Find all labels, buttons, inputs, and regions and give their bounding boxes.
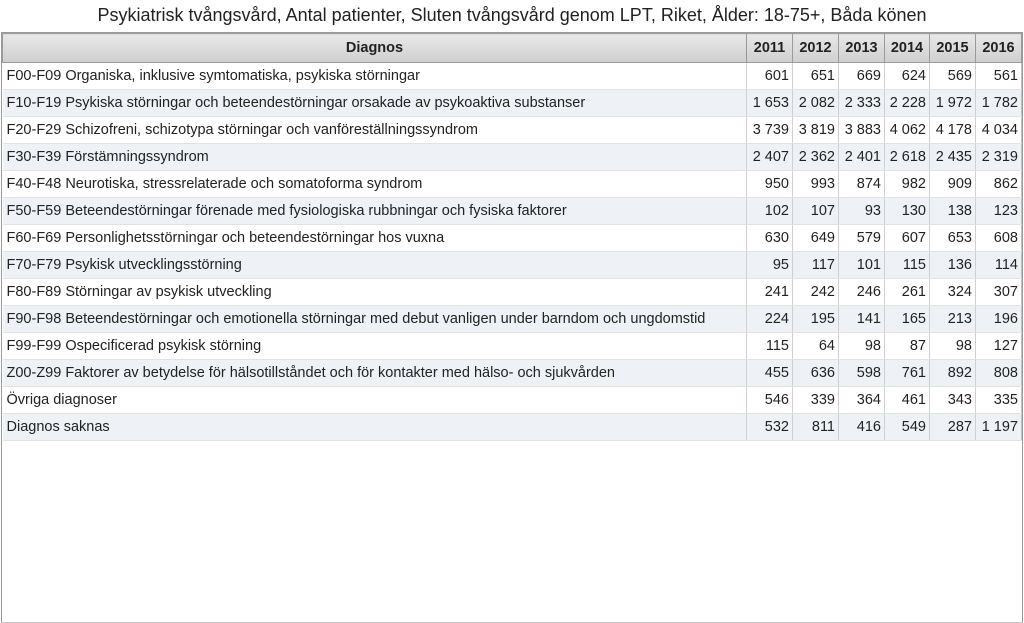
page-title: Psykiatrisk tvångsvård, Antal patienter, Sluten tvångsvård genom LPT, Riket, Ålder: 18-75+, Båda könen bbox=[97, 5, 927, 25]
value-cell: 117 bbox=[793, 252, 839, 279]
value-cell: 364 bbox=[839, 387, 885, 414]
value-cell: 909 bbox=[930, 171, 976, 198]
value-cell: 993 bbox=[793, 171, 839, 198]
table-body bbox=[3, 63, 1022, 441]
value-cell: 95 bbox=[747, 252, 793, 279]
table-row[interactable] bbox=[3, 144, 1022, 171]
value-cell: 532 bbox=[747, 414, 793, 441]
value-cell: 287 bbox=[930, 414, 976, 441]
value-cell: 561 bbox=[976, 63, 1022, 90]
table-header-row bbox=[3, 34, 1022, 63]
value-cell: 115 bbox=[747, 333, 793, 360]
value-cell: 241 bbox=[747, 279, 793, 306]
value-cell: 196 bbox=[976, 306, 1022, 333]
table-row[interactable] bbox=[3, 63, 1022, 90]
value-cell: 115 bbox=[885, 252, 930, 279]
value-cell: 455 bbox=[747, 360, 793, 387]
value-cell: 461 bbox=[885, 387, 930, 414]
table-row[interactable] bbox=[3, 333, 1022, 360]
diagnosis-label: F60-F69 Personlighetsstörningar och beteendestörningar hos vuxna bbox=[3, 225, 747, 252]
value-cell: 1 972 bbox=[930, 90, 976, 117]
value-cell: 261 bbox=[885, 279, 930, 306]
column-header-year[interactable]: 2015 bbox=[930, 34, 976, 63]
value-cell: 579 bbox=[839, 225, 885, 252]
value-cell: 608 bbox=[976, 225, 1022, 252]
value-cell: 607 bbox=[885, 225, 930, 252]
value-cell: 343 bbox=[930, 387, 976, 414]
value-cell: 130 bbox=[885, 198, 930, 225]
diagnosis-label: F99-F99 Ospecificerad psykisk störning bbox=[3, 333, 747, 360]
value-cell: 2 362 bbox=[793, 144, 839, 171]
table-row[interactable] bbox=[3, 252, 1022, 279]
value-cell: 2 407 bbox=[747, 144, 793, 171]
value-cell: 213 bbox=[930, 306, 976, 333]
value-cell: 601 bbox=[747, 63, 793, 90]
value-cell: 136 bbox=[930, 252, 976, 279]
table-row[interactable] bbox=[3, 225, 1022, 252]
value-cell: 546 bbox=[747, 387, 793, 414]
value-cell: 3 819 bbox=[793, 117, 839, 144]
value-cell: 982 bbox=[885, 171, 930, 198]
table-row[interactable] bbox=[3, 414, 1022, 441]
value-cell: 141 bbox=[839, 306, 885, 333]
column-header-year[interactable]: 2012 bbox=[793, 34, 839, 63]
diagnosis-label: F10-F19 Psykiska störningar och beteendestörningar orsakade av psykoaktiva substanser bbox=[3, 90, 747, 117]
data-table-frame bbox=[1, 32, 1023, 623]
value-cell: 107 bbox=[793, 198, 839, 225]
column-header-year[interactable]: 2013 bbox=[839, 34, 885, 63]
diagnosis-label: Z00-Z99 Faktorer av betydelse för hälsotillståndet och för kontakter med hälso- och sjukvården bbox=[3, 360, 747, 387]
value-cell: 102 bbox=[747, 198, 793, 225]
table-row[interactable] bbox=[3, 306, 1022, 333]
value-cell: 2 082 bbox=[793, 90, 839, 117]
diagnosis-label: F50-F59 Beteendestörningar förenade med fysiologiska rubbningar och fysiska faktorer bbox=[3, 198, 747, 225]
value-cell: 4 034 bbox=[976, 117, 1022, 144]
value-cell: 2 618 bbox=[885, 144, 930, 171]
diagnosis-label: F80-F89 Störningar av psykisk utveckling bbox=[3, 279, 747, 306]
value-cell: 649 bbox=[793, 225, 839, 252]
diagnosis-label: Övriga diagnoser bbox=[3, 387, 747, 414]
value-cell: 2 319 bbox=[976, 144, 1022, 171]
diagnosis-label: F00-F09 Organiska, inklusive symtomatiska, psykiska störningar bbox=[3, 63, 747, 90]
value-cell: 2 333 bbox=[839, 90, 885, 117]
value-cell: 1 197 bbox=[976, 414, 1022, 441]
table-row[interactable] bbox=[3, 387, 1022, 414]
value-cell: 127 bbox=[976, 333, 1022, 360]
value-cell: 669 bbox=[839, 63, 885, 90]
value-cell: 4 178 bbox=[930, 117, 976, 144]
value-cell: 324 bbox=[930, 279, 976, 306]
value-cell: 2 401 bbox=[839, 144, 885, 171]
value-cell: 2 228 bbox=[885, 90, 930, 117]
value-cell: 1 653 bbox=[747, 90, 793, 117]
value-cell: 811 bbox=[793, 414, 839, 441]
value-cell: 950 bbox=[747, 171, 793, 198]
value-cell: 242 bbox=[793, 279, 839, 306]
value-cell: 636 bbox=[793, 360, 839, 387]
value-cell: 138 bbox=[930, 198, 976, 225]
value-cell: 64 bbox=[793, 333, 839, 360]
data-table bbox=[2, 33, 1022, 441]
value-cell: 761 bbox=[885, 360, 930, 387]
value-cell: 165 bbox=[885, 306, 930, 333]
diagnosis-label: F40-F48 Neurotiska, stressrelaterade och somatoforma syndrom bbox=[3, 171, 747, 198]
value-cell: 549 bbox=[885, 414, 930, 441]
value-cell: 339 bbox=[793, 387, 839, 414]
value-cell: 98 bbox=[839, 333, 885, 360]
value-cell: 224 bbox=[747, 306, 793, 333]
value-cell: 416 bbox=[839, 414, 885, 441]
diagnosis-label: F20-F29 Schizofreni, schizotypa störningar och vanföreställningssyndrom bbox=[3, 117, 747, 144]
value-cell: 630 bbox=[747, 225, 793, 252]
value-cell: 335 bbox=[976, 387, 1022, 414]
table-row[interactable] bbox=[3, 279, 1022, 306]
value-cell: 892 bbox=[930, 360, 976, 387]
diagnosis-label: Diagnos saknas bbox=[3, 414, 747, 441]
table-row[interactable] bbox=[3, 360, 1022, 387]
value-cell: 569 bbox=[930, 63, 976, 90]
value-cell: 93 bbox=[839, 198, 885, 225]
value-cell: 114 bbox=[976, 252, 1022, 279]
value-cell: 307 bbox=[976, 279, 1022, 306]
value-cell: 123 bbox=[976, 198, 1022, 225]
table-row[interactable] bbox=[3, 90, 1022, 117]
value-cell: 2 435 bbox=[930, 144, 976, 171]
value-cell: 3 739 bbox=[747, 117, 793, 144]
table-row[interactable] bbox=[3, 171, 1022, 198]
value-cell: 808 bbox=[976, 360, 1022, 387]
diagnosis-label: F90-F98 Beteendestörningar och emotionella störningar med debut vanligen under barndom och ungdomstid bbox=[3, 306, 747, 333]
value-cell: 87 bbox=[885, 333, 930, 360]
column-header-year[interactable]: 2014 bbox=[885, 34, 930, 63]
diagnosis-label: F30-F39 Förstämningssyndrom bbox=[3, 144, 747, 171]
column-header-year[interactable]: 2011 bbox=[747, 34, 793, 63]
value-cell: 862 bbox=[976, 171, 1022, 198]
value-cell: 653 bbox=[930, 225, 976, 252]
value-cell: 651 bbox=[793, 63, 839, 90]
value-cell: 101 bbox=[839, 252, 885, 279]
table-row[interactable] bbox=[3, 117, 1022, 144]
value-cell: 4 062 bbox=[885, 117, 930, 144]
value-cell: 1 782 bbox=[976, 90, 1022, 117]
value-cell: 624 bbox=[885, 63, 930, 90]
value-cell: 195 bbox=[793, 306, 839, 333]
diagnosis-label: F70-F79 Psykisk utvecklingsstörning bbox=[3, 252, 747, 279]
value-cell: 3 883 bbox=[839, 117, 885, 144]
column-header-diagnosis[interactable]: Diagnos bbox=[3, 34, 747, 63]
value-cell: 598 bbox=[839, 360, 885, 387]
value-cell: 98 bbox=[930, 333, 976, 360]
value-cell: 246 bbox=[839, 279, 885, 306]
table-row[interactable] bbox=[3, 198, 1022, 225]
value-cell: 874 bbox=[839, 171, 885, 198]
column-header-year[interactable]: 2016 bbox=[976, 34, 1022, 63]
